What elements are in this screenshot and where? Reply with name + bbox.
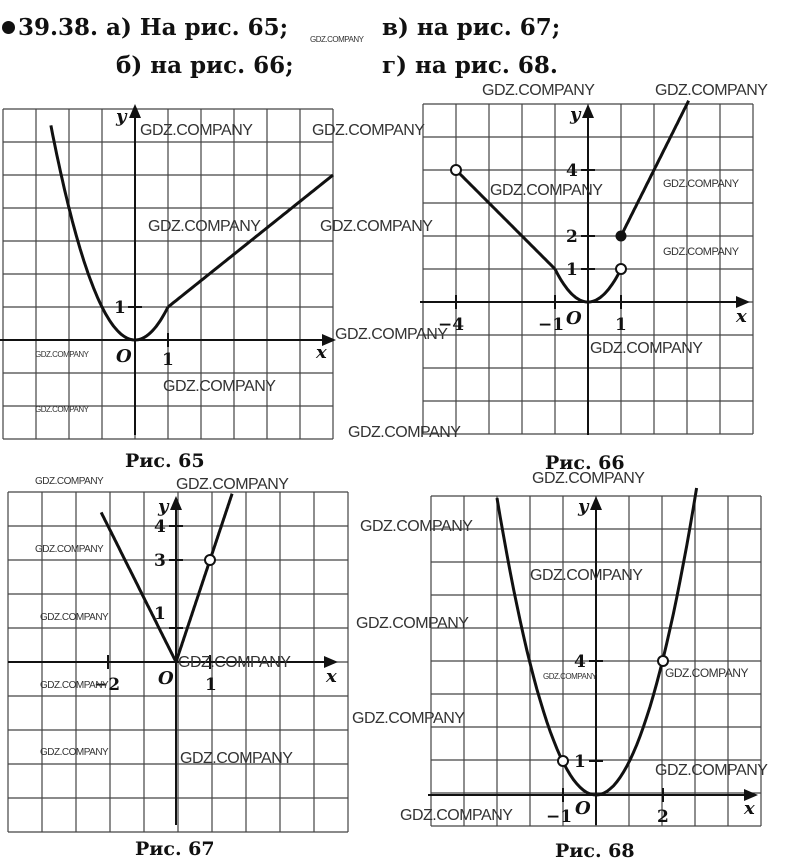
figure-66-graph	[420, 100, 760, 445]
tick-label-y-4: 4	[566, 161, 578, 181]
watermark: GDZ.COMPANY	[148, 218, 261, 235]
axis-label-y: y	[570, 104, 581, 125]
tick-label-y-4: 4	[154, 517, 166, 537]
caption-fig-65: Рис. 65	[125, 450, 205, 472]
watermark: GDZ.COMPANY	[163, 378, 276, 395]
axis-label-y: y	[158, 496, 169, 517]
watermark: GDZ.COMPANY	[35, 476, 104, 487]
tick-label-y-2: 2	[566, 227, 578, 247]
curve-right-lower	[176, 560, 210, 662]
watermark: GDZ.COMPANY	[320, 218, 433, 235]
y-axis-arrow	[170, 496, 182, 510]
y-axis-arrow	[129, 104, 141, 118]
watermark: GDZ.COMPANY	[40, 612, 109, 623]
watermark: GDZ.COMPANY	[400, 807, 513, 824]
watermark: GDZ.COMPANY	[663, 246, 739, 258]
watermark: GDZ.COMPANY	[665, 666, 748, 680]
axis-label-x: x	[316, 342, 327, 363]
filled-point-1-2	[616, 231, 627, 242]
watermark: GDZ.COMPANY	[312, 122, 425, 139]
tick-label-y-1: 1	[566, 260, 578, 280]
tick-label-x-1: 1	[205, 675, 217, 695]
problem-line-1	[2, 14, 288, 41]
caption-fig-66: Рис. 66	[545, 452, 625, 474]
watermark: GDZ.COMPANY	[35, 544, 104, 555]
axis-label-y: y	[578, 496, 589, 517]
watermark: GDZ.COMPANY	[530, 567, 643, 584]
tick-label-y-4: 4	[574, 652, 586, 672]
bullet-dot	[2, 21, 15, 34]
watermark: GDZ.COMPANY	[310, 35, 364, 44]
tick-label-x-m4: −4	[438, 315, 465, 335]
watermark: GDZ.COMPANY	[176, 476, 289, 493]
watermark: GDZ.COMPANY	[360, 518, 473, 535]
open-point-2-4	[658, 656, 668, 666]
y-axis-arrow	[590, 496, 602, 510]
origin-label: O	[575, 798, 591, 819]
axis-label-x: x	[736, 306, 747, 327]
watermark: GDZ.COMPANY	[490, 182, 603, 199]
open-point-1-1	[616, 264, 626, 274]
item-a: а) На рис. 65;	[106, 14, 289, 41]
watermark: GDZ.COMPANY	[356, 615, 469, 632]
axis-label-x: x	[326, 666, 337, 687]
caption-fig-68: Рис. 68	[555, 840, 635, 862]
open-point-m1-1	[558, 756, 568, 766]
figure-68-graph	[428, 492, 768, 832]
tick-label-x-m1: −1	[546, 807, 573, 827]
tick-label-x-1: 1	[615, 315, 627, 335]
origin-label: O	[158, 668, 174, 689]
watermark: GDZ.COMPANY	[335, 326, 448, 343]
watermark: GDZ.COMPANY	[348, 424, 461, 441]
origin-label: O	[566, 308, 582, 329]
curve-right-ray	[210, 494, 232, 560]
watermark: GDZ.COMPANY	[655, 82, 768, 99]
watermark: GDZ.COMPANY	[40, 747, 109, 758]
curve-ray	[621, 101, 689, 236]
watermark: GDZ.COMPANY	[590, 340, 703, 357]
watermark: GDZ.COMPANY	[352, 710, 465, 727]
problem-number: 39.38.	[18, 14, 99, 41]
tick-label-x-2: 2	[657, 807, 669, 827]
tick-label-y-1: 1	[114, 298, 126, 318]
open-point-1-3	[205, 555, 215, 565]
item-c: в) на рис. 67;	[382, 14, 561, 41]
watermark: GDZ.COMPANY	[35, 405, 89, 414]
tick-label-y-1: 1	[574, 752, 586, 772]
item-d: г) на рис. 68.	[382, 52, 558, 79]
watermark: GDZ.COMPANY	[655, 762, 768, 779]
axis-label-x: x	[744, 798, 755, 819]
caption-fig-67: Рис. 67	[135, 838, 215, 860]
watermark: GDZ.COMPANY	[35, 350, 89, 359]
open-point-m4-4	[451, 165, 461, 175]
tick-label-x-m1: −1	[538, 315, 565, 335]
watermark: GDZ.COMPANY	[532, 470, 645, 487]
watermark: GDZ.COMPANY	[140, 122, 253, 139]
origin-label: O	[116, 346, 132, 367]
watermark: GDZ.COMPANY	[180, 750, 293, 767]
watermark: GDZ.COMPANY	[543, 672, 597, 681]
axis-label-y: y	[116, 106, 127, 127]
tick-label-x-1: 1	[162, 350, 174, 370]
tick-label-y-1: 1	[154, 604, 166, 624]
watermark: GDZ.COMPANY	[178, 654, 291, 671]
watermark: GDZ.COMPANY	[482, 82, 595, 99]
tick-label-y-3: 3	[154, 551, 166, 571]
y-axis-arrow	[582, 104, 594, 118]
item-b: б) на рис. 66;	[116, 52, 294, 79]
watermark: GDZ.COMPANY	[663, 178, 739, 190]
tick-label-x-m2: −2	[94, 675, 121, 695]
watermark: GDZ.COMPANY	[40, 680, 109, 691]
